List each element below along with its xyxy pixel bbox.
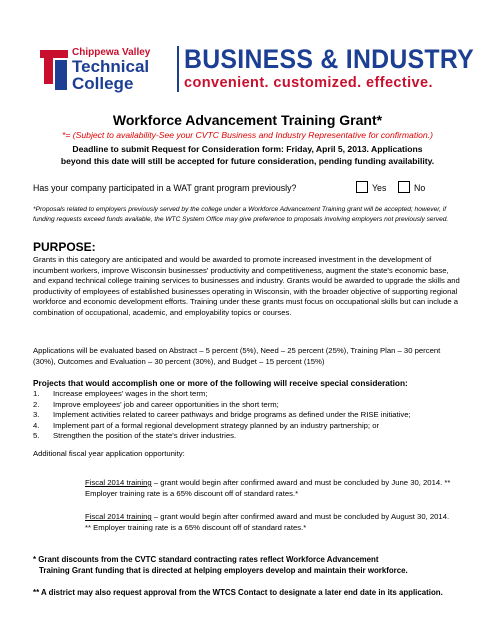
list-item-text: Implement part of a formal regional development strategy planned by an industry partnership; or <box>53 420 380 430</box>
list-item-number: 1. <box>33 389 40 398</box>
deadline-text: Deadline to submit Request for Consideration form: Friday, April 5, 2013. Applications beyond this date will still be accepted for future consideration, pending funding availability. <box>60 144 435 166</box>
page-title: Workforce Advancement Training Grant* <box>112 112 383 128</box>
projects-heading: Projects that would accomplish one or more of the following will receive special consideration: <box>33 378 408 388</box>
page-header <box>40 44 475 96</box>
end-date-footnote: ** A district may also request approval from the WTCS Contact to designate a later end date in its application. <box>33 588 443 597</box>
fiscal-option-2-text: – grant would begin after confirmed award and must be concluded by August 30, 2014. ** Employer training rate is a 65% discount off of standard rates.* <box>85 512 450 532</box>
yes-checkbox[interactable] <box>356 181 368 193</box>
purpose-body: Grants in this category are anticipated and would be awarded to promote increased investment in the development of incumbent workers, improve Wisconsin businesses' productivity and competitiveness, augment the state's economic base, and expand technical college training services to businesses and industry. Grants would be awarded to upgrade the skills and productivity of employees of established businesses operating in Wisconsin, with the broader objective of supporting regional workforce and economic development efforts. Training under these grants must focus on occupational skills but can include a combination of occupational, academic, and employability topics or courses. <box>33 255 460 317</box>
availability-note: *= (Subject to availability-See your CVTC Business and Industry Representative for confirmation.) <box>62 130 433 140</box>
list-item-number: 5. <box>33 431 40 441</box>
no-label: No <box>414 183 426 193</box>
discount-footnote <box>33 554 473 576</box>
proposal-note: *Proposals related to employers previously served by the college under a Workforce Advancement Training grant will be accepted; however, if funding requests exceed funds available, the WTC System Office may give preference to proposals involving employers not previously served. <box>33 206 449 223</box>
fiscal-option-1-text: – grant would begin after confirmed award and must be concluded by June 30, 2014. ** Employer training rate is a 65% discount off of standard rates.* <box>85 478 451 498</box>
business-industry-banner <box>184 44 475 92</box>
projects-list <box>33 389 473 442</box>
college-line-1: Chippewa Valley <box>72 47 151 58</box>
evaluation-criteria: Applications will be evaluated based on Abstract – 5 percent (5%), Need – 25 percent (25%), Training Plan – 30 percent (30%), Outcomes and Evaluation – 30 percent (30%), and Budget – 15 percent (15%) <box>33 346 441 366</box>
discount-footnote-line-1: * Grant discounts from the CVTC standard contracting rates reflect Workforce Advancement <box>33 555 379 564</box>
list-item-number: 2. <box>33 399 40 409</box>
list-item-text: Increase employees' wages in the short term; <box>53 389 208 398</box>
college-logo <box>40 44 170 96</box>
list-item <box>33 431 473 442</box>
purpose-heading: PURPOSE: <box>33 240 96 254</box>
header-divider <box>177 46 179 92</box>
discount-footnote-line-2: Training Grant funding that is directed at helping employers develop and maintain their workforce. <box>39 566 408 575</box>
previous-participation-question: Has your company participated in a WAT grant program previously? <box>33 183 297 193</box>
fiscal-option-1-label: Fiscal 2014 training <box>85 478 152 487</box>
fiscal-option-2 <box>85 512 455 533</box>
list-item-number: 3. <box>33 410 40 420</box>
college-line-2: Technical <box>72 57 150 76</box>
list-item-number: 4. <box>33 420 40 430</box>
list-item-text: Improve employees' job and career opportunities in the short term; <box>53 399 279 409</box>
list-item <box>33 400 473 411</box>
fiscal-option-1 <box>85 478 455 499</box>
college-name <box>72 47 172 92</box>
yes-label: Yes <box>372 183 387 193</box>
list-item-text: Strengthen the position of the state's driver industries. <box>53 431 237 441</box>
list-item <box>33 389 473 400</box>
fiscal-option-2-label: Fiscal 2014 training <box>85 512 152 521</box>
college-logo-mark-icon <box>40 50 68 90</box>
banner-tagline: convenient. customized. effective. <box>184 75 433 91</box>
no-checkbox[interactable] <box>398 181 410 193</box>
list-item <box>33 421 473 432</box>
list-item-text: Implement activities related to career pathways and bridge programs as defined under the RISE initiative; <box>53 410 411 420</box>
additional-opportunity-heading: Additional fiscal year application opportunity: <box>33 449 185 458</box>
banner-title: BUSINESS & INDUSTRY <box>184 44 475 74</box>
list-item <box>33 410 473 421</box>
college-line-3: College <box>72 74 134 93</box>
